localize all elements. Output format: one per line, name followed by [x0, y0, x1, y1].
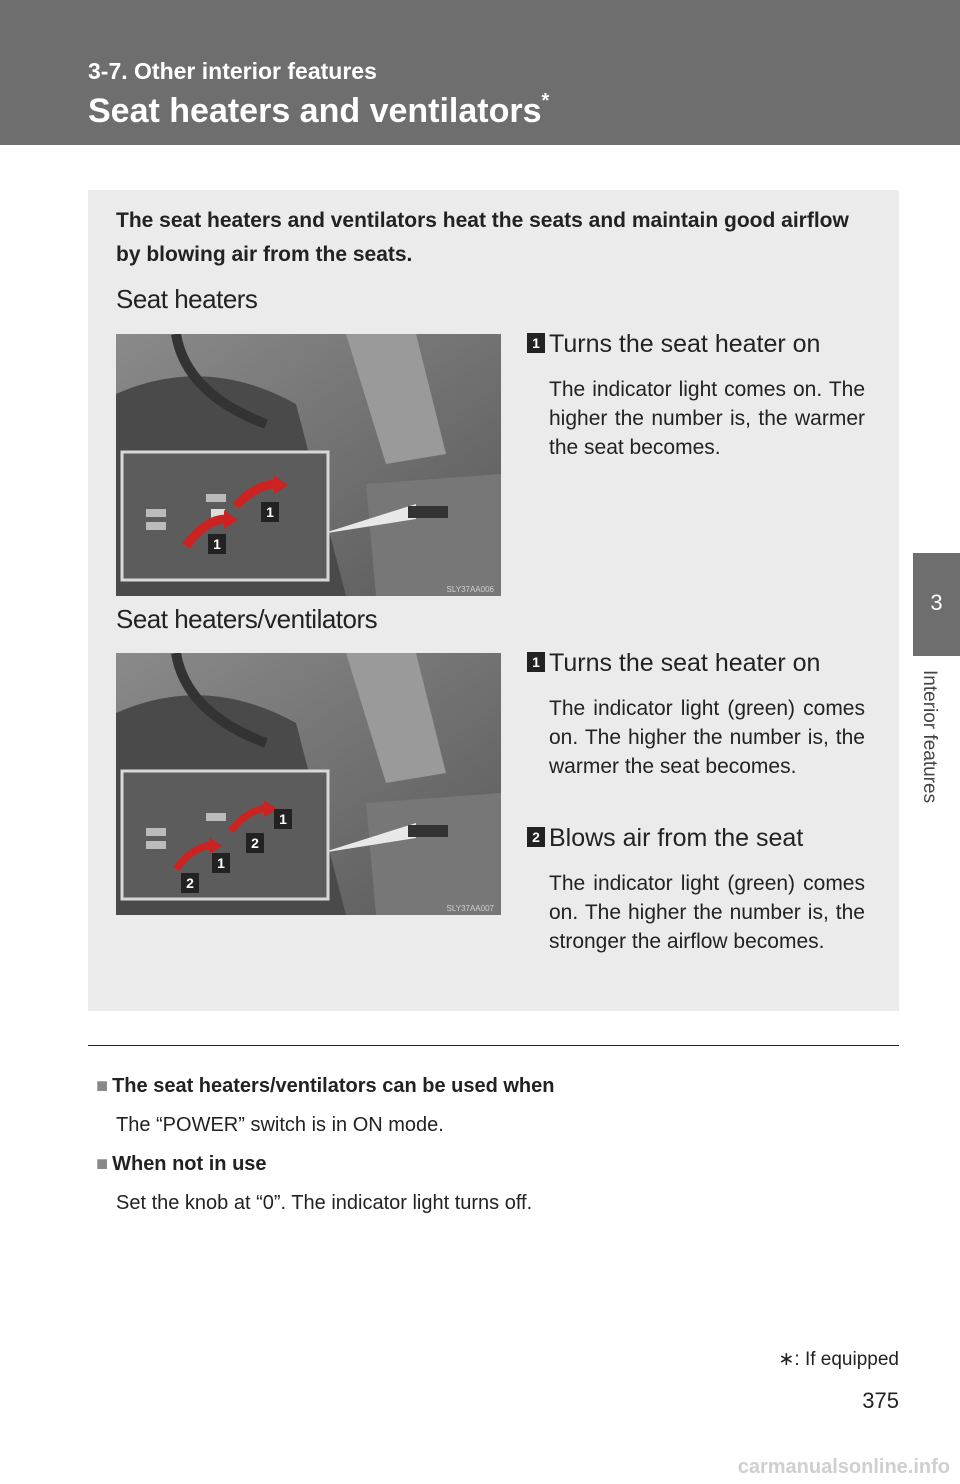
- chapter-label: Interior features: [919, 670, 940, 804]
- step-turn-heater-on: [527, 649, 820, 678]
- chapter-tab[interactable]: 3: [913, 553, 960, 656]
- step-blow-air: [527, 824, 803, 853]
- page-header: [0, 0, 960, 145]
- step-title: Turns the seat heater on: [549, 330, 821, 358]
- divider: [88, 1045, 899, 1046]
- section-label: 3-7. Other interior features: [88, 58, 377, 84]
- section-heading-seat-heaters: Seat heaters: [116, 284, 258, 314]
- page-title: [88, 92, 549, 131]
- step-description: The indicator light comes on. The higher the number is, the warmer the seat becomes.: [549, 378, 865, 459]
- svg-text:2: 2: [251, 835, 259, 851]
- note-body: The “POWER” switch is in ON mode.: [116, 1114, 444, 1136]
- svg-text:1: 1: [213, 536, 221, 552]
- note-heading: [96, 1075, 554, 1098]
- section-heading-heaters-ventilators: Seat heaters/ventilators: [116, 604, 378, 634]
- note-heading: [96, 1153, 267, 1176]
- svg-text:2: 2: [186, 875, 194, 891]
- figure-code: SLY37AA007: [446, 904, 494, 913]
- page-title-text: Seat heaters and ventilators: [88, 92, 542, 130]
- seat-ventilator-illustration: [116, 653, 501, 915]
- step-description: The indicator light (green) comes on. The higher the number is, the stronger the airflow becomes.: [549, 872, 865, 953]
- step-badge: 2: [527, 827, 545, 847]
- bullet-square-icon: ■: [96, 1075, 109, 1097]
- footnote: ∗: If equipped: [778, 1349, 899, 1370]
- note-body: Set the knob at “0”. The indicator light turns off.: [116, 1192, 533, 1214]
- step-description: The indicator light (green) comes on. The higher the number is, the warmer the seat becomes.: [549, 697, 865, 778]
- bullet-square-icon: ■: [96, 1153, 109, 1175]
- note-heading-text: The seat heaters/ventilators can be used when: [112, 1075, 555, 1097]
- svg-text:1: 1: [266, 504, 274, 520]
- step-badge: 1: [527, 652, 545, 672]
- seat-heater-illustration: [116, 334, 501, 596]
- page-number: 375: [862, 1388, 899, 1413]
- step-turn-heater-on: [527, 330, 820, 359]
- svg-text:1: 1: [279, 811, 287, 827]
- svg-text:1: 1: [217, 855, 225, 871]
- step-title: Blows air from the seat: [549, 824, 804, 852]
- step-title: Turns the seat heater on: [549, 649, 821, 677]
- note-heading-text: When not in use: [112, 1153, 267, 1175]
- watermark: carmanualsonline.info: [737, 1456, 950, 1478]
- asterisk-mark: *: [541, 90, 550, 112]
- intro-text: The seat heaters and ventilators heat the seats and maintain good airflow by blowing air from the seats.: [116, 209, 849, 266]
- step-badge: 1: [527, 333, 545, 353]
- figure-code: SLY37AA006: [446, 585, 494, 594]
